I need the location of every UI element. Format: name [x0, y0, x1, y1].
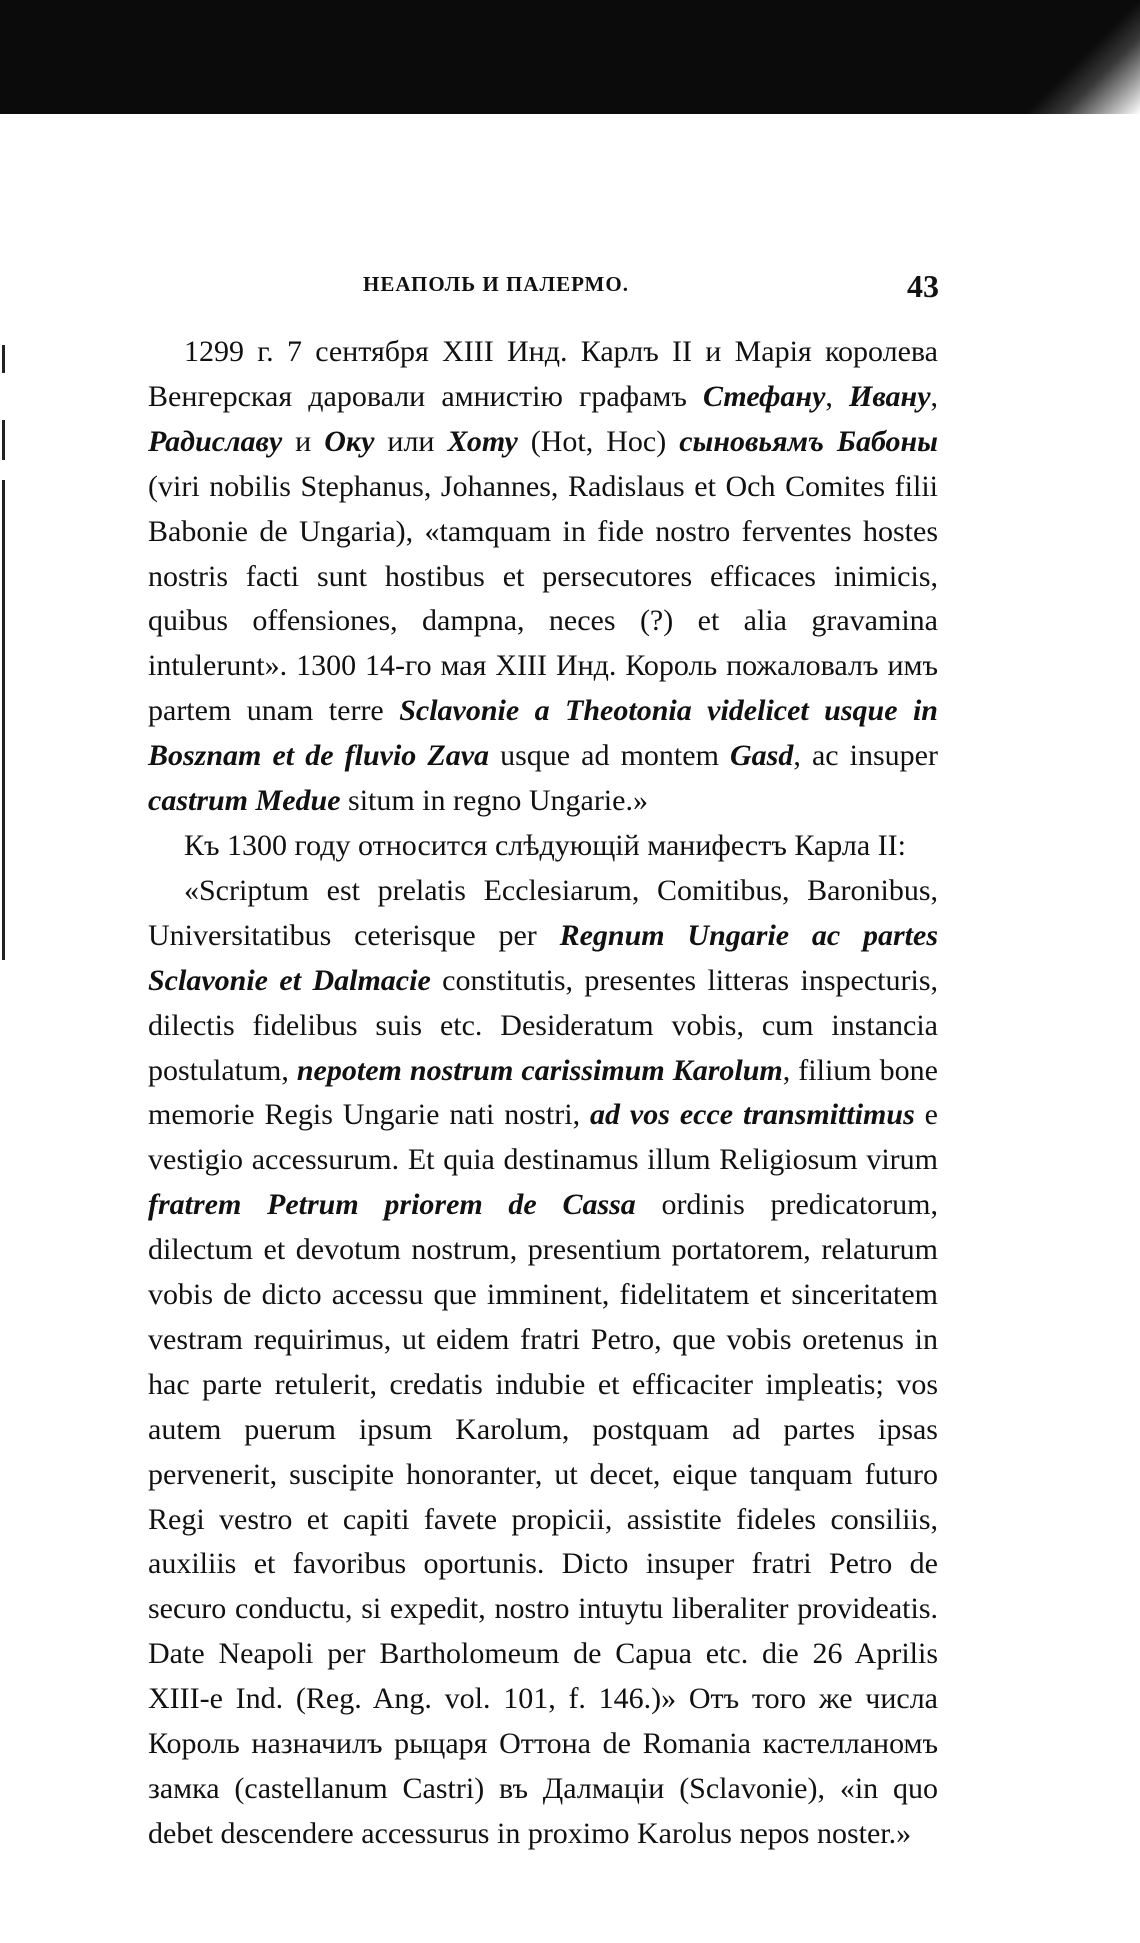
italic-text: Хоту [447, 424, 518, 458]
text-run: usque ad montem [489, 739, 731, 773]
italic-text: Стефану [703, 379, 826, 413]
text-run: , ac insuper [793, 739, 938, 773]
paragraph [148, 869, 938, 1857]
text-run: «Scriptum est prelatis Ecclesiarum, Comitibus, Baronibus, Universitatibus ceterisque per [148, 873, 938, 952]
italic-text: сыновьямъ Бабоны [679, 424, 938, 458]
italic-text: Ивану [849, 379, 931, 413]
scan-edge-line [2, 480, 5, 960]
text-run: ordinis predicatorum, dilectum et devotum nostrum, presentium portatorem, relaturum vobis de dicto accessu que imminent, fidelitatem et sinceritatem vestram requirimus, ut eidem fratri Petro, que vobis oretenus in hac parte retulerit, credatis indubie et efficaciter impleatis; vos autem puerum ipsum Karolum, postquam ad partes ipsas pervenerit, suscipite honoranter, ut decet, eique tanquam futuro Regi vestro et capiti favete propicii, assistite fideles consiliis, auxiliis et favoribus oportunis. Dicto insuper fratri Petro de securo conductu, si expedit, nostro intuytu liberaliter provideatis. Date Neapoli per Bartholomeum de Capua etc. die 26 Aprilis XIII-e Ind. (Reg. Ang. vol. 101, f. 146.)» Отъ того же числа Король назначилъ рыцаря Оттона de Romania кастелланомъ замка (castellanum Castri) въ Далмаціи (Sclavonie), «in quo debet descendere accessurus in proximo Karolus nepos noster.» [148, 1188, 938, 1850]
scan-corner-artifact [1000, 0, 1140, 114]
running-head: НЕАПОЛЬ И ПАЛЕРМО. [363, 272, 629, 296]
italic-text: Regnum Ungarie ac partes Sclavonie et Dalmacie [148, 918, 938, 997]
italic-text: nepotem nostrum carissimum Karolum [296, 1053, 783, 1087]
scan-edge-mark [2, 420, 5, 460]
page-header [363, 268, 939, 308]
text-run: , filium bone memorie Regis Ungarie nati nostri, [148, 1053, 938, 1132]
text-run: , [930, 379, 939, 413]
page-number: 43 [907, 268, 939, 304]
italic-text: Sclavonie a Theotonia videlicet usque in Bosznam et de fluvio Zava [148, 694, 938, 773]
body-text [148, 330, 938, 1857]
text-run: , [825, 379, 849, 413]
scan-border-top [0, 0, 1140, 114]
text-run: и [282, 424, 325, 458]
text-run: или [374, 424, 448, 458]
italic-text: Оку [324, 424, 375, 458]
paragraph [148, 330, 938, 824]
text-run: e vestigio accessurum. Et quia destinamus illum Religiosum virum [148, 1098, 938, 1177]
italic-text: fratrem Petrum priorem de Cassa [148, 1188, 636, 1222]
text-run: situm in regno Ungarie.» [340, 784, 648, 818]
scan-edge-mark [2, 345, 5, 373]
italic-text: Gasd [730, 739, 794, 773]
paragraph [148, 824, 938, 869]
italic-text: ad vos ecce transmittimus [590, 1098, 915, 1132]
italic-text: Радиславу [148, 424, 283, 458]
italic-text: castrum Medue [148, 784, 341, 818]
text-run: 1299 г. 7 сентября XIII Инд. Карлъ II и Марія королева Венгерская даровали амнистію графамъ [148, 335, 938, 413]
text-run: Къ 1300 году относится слѣдующій манифестъ Карла II: [184, 828, 906, 862]
text-run: (Hot, Hoc) [517, 424, 680, 458]
text-run: constitutis, presentes litteras inspecturis, dilectis fidelibus suis etc. Desideratum vobis, cum instancia postulatum, [148, 963, 938, 1087]
text-run: (viri nobilis Stephanus, Johannes, Radislaus et Och Comites filii Babonie de Ungaria), «tamquam in fide nostro ferventes hostes nostris facti sunt hostibus et persecutores efficaces inimicis, quibus offensiones, dampna, neces (?) et alia gravamina intulerunt». 1300 14-го мая XIII Инд. Король пожаловалъ имъ partem unam terre [148, 469, 938, 728]
